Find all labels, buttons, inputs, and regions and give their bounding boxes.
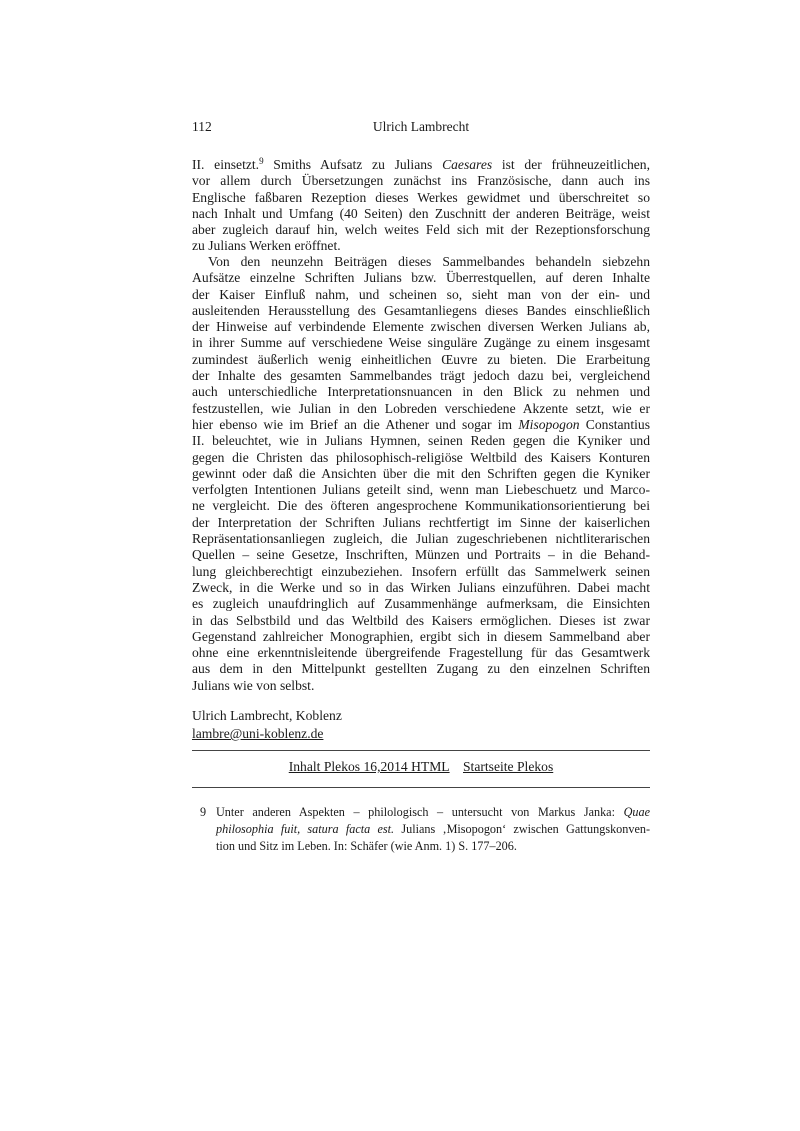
text-segment: zumindest äußerlich wenig einheitlichen Œuvre zu bieten. Die Erarbeitung (192, 351, 650, 367)
text-segment: ne vergleicht. Die des öfteren angesprochene Kommunikationsorientierung bei (192, 498, 650, 514)
text-line (192, 564, 650, 580)
text-line (192, 433, 650, 449)
text-line (216, 804, 650, 821)
text-segment: in das Selbstbild und das Weltbild des Kaisers ermöglichen. Dieses ist zwar (192, 612, 650, 628)
text-segment: der Interpretation der Schriften Julians rechtfertigt im Sinne der kaiserlichen (192, 514, 650, 530)
italic-title: Misopogon (518, 416, 580, 432)
text-segment: nach Inhalt und Umfang (40 Seiten) den Zuschnitt der anderen Beiträge, weist (192, 205, 650, 221)
text-line (192, 645, 650, 661)
text-segment: lung gleichberechtigt einzubeziehen. Insofern erfüllt das Sammelwerk seinen (192, 563, 650, 579)
text-segment: gewinnt oder daß die Ansichten über die mit den Schriften gegen die Kyniker (192, 465, 650, 481)
text-line (192, 613, 650, 629)
italic-title: Quae (623, 805, 650, 819)
text-segment: der Hinweise auf verbindende Elemente zwischen diversen Werken Julians ab, (192, 319, 650, 335)
text-segment: Zweck, in die Werke und so in das Wirken Julians einzuführen. Dabei macht (192, 579, 650, 595)
text-segment: Quellen – seine Gesetze, Inschriften, Münzen und Portraits – in die Behand- (192, 547, 650, 563)
text-line (192, 661, 650, 677)
text-line (192, 157, 650, 173)
text-line (192, 384, 650, 400)
home-link[interactable]: Startseite Plekos (463, 759, 554, 774)
page-number: 112 (192, 119, 212, 134)
text-segment: tion und Sitz im Leben. In: Schäfer (wie Anm. 1) S. 177–206. (216, 839, 517, 853)
text-line (192, 368, 650, 384)
text-segment: Repräsentationsanliegen zugleich, die Julian zugeschriebenen nichtliterarischen (192, 531, 650, 547)
text-segment: hier ebenso wie im Brief an die Athener und sogar im (192, 416, 519, 432)
text-segment: der Inhalte des gesamten Sammelbandes trägt jedoch dazu bei, vergleichend (192, 368, 650, 384)
navigation-links (192, 759, 650, 775)
text-segment: aus dem in den Mittelpunkt gestellten Zugang zu den einzelnen Schriften (192, 661, 650, 677)
text-segment: Constantius (579, 416, 650, 432)
text-line (192, 580, 650, 596)
text-line (192, 352, 650, 368)
text-line (192, 254, 650, 270)
text-line (192, 303, 650, 319)
footnote-reference[interactable]: 9 (259, 156, 264, 166)
text-segment: gegen die Christen das philosophisch-religiöse Weltbild des Kaisers Konturen (192, 449, 650, 465)
author-email-link[interactable]: lambre@uni-koblenz.de (192, 726, 324, 741)
paragraph-1 (192, 157, 650, 255)
author-signature (192, 707, 342, 743)
text-line (216, 838, 650, 855)
running-header-author: Ulrich Lambrecht (372, 119, 470, 134)
text-line (192, 515, 650, 531)
text-line (192, 190, 650, 206)
italic-title: philosophia fuit, satura facta est. (216, 822, 395, 836)
text-segment: Unter anderen Aspekten – philologisch – untersucht von Markus Janka: (216, 805, 624, 819)
text-line (192, 498, 650, 514)
text-segment: ohne eine erkenntnisleitende übergreifende Fragestellung für das Gesamtwerk (192, 645, 650, 661)
text-line (192, 547, 650, 563)
text-segment: II. einsetzt. (192, 157, 260, 172)
text-segment: festzustellen, wie Julian in den Lobreden verschiedene Akzente setzt, wie er (192, 400, 650, 416)
text-line (192, 335, 650, 351)
text-line (192, 450, 650, 466)
text-line (192, 173, 650, 189)
text-line (192, 482, 650, 498)
text-segment: aber zugleich darauf hin, welch weites Feld sich mit der Rezeptionsforschung (192, 222, 650, 238)
text-line (192, 466, 650, 482)
text-line (192, 287, 650, 303)
text-segment: Aufsätze einzelne Schriften Julians bzw. Überrestquellen, auf deren Inhalte (192, 270, 650, 286)
italic-title: Caesares (442, 157, 493, 172)
text-segment: Julians wie von selbst. (192, 677, 315, 693)
text-line (192, 206, 650, 222)
text-segment: Julians ‚Misopogon‘ zwischen Gattungskonven- (394, 822, 651, 836)
text-segment: II. beleuchtet, wie in Julians Hymnen, seinen Reden gegen die Kyniker und (192, 433, 650, 449)
text-segment: der Kaiser Einfluß nahm, und scheinen so, sieht man von der ein- und (192, 286, 650, 302)
running-header (192, 119, 650, 137)
text-segment: vor allem durch Übersetzungen zunächst ins Französische, dann auch ins (192, 173, 650, 189)
text-line (192, 319, 650, 335)
text-segment: zu Julians Werken eröffnet. (192, 238, 341, 254)
text-line (192, 596, 650, 612)
text-segment: auch unterschiedliche Interpretationsnuancen in den Blick zu nehmen und (192, 384, 650, 400)
text-line (192, 417, 650, 433)
text-segment: ist der frühneuzeitlichen, (492, 157, 651, 172)
text-segment: Smiths Aufsatz zu Julians (263, 157, 443, 172)
text-segment: ausleitenden Herausstellung des Gesamtanliegens dieses Bandes einschließlich (192, 302, 650, 318)
text-line (216, 821, 650, 838)
text-line (192, 222, 650, 238)
text-line (192, 531, 650, 547)
divider (192, 750, 650, 751)
text-line (192, 629, 650, 645)
footnote-text (216, 804, 650, 855)
paragraph-2 (192, 254, 650, 694)
divider (192, 787, 650, 788)
text-segment: in ihrer Summe auf verschiedene Weise singuläre Zugänge zu einem insgesamt (192, 335, 650, 351)
text-line (192, 270, 650, 286)
text-segment: Gegenstand zahlreicher Monographien, ergibt sich in diesem Sammelband aber (192, 628, 650, 644)
footnote-number: 9 (200, 805, 207, 819)
author-name: Ulrich Lambrecht, Koblenz (192, 708, 342, 723)
text-segment: verfolgten Intentionen Julians geteilt sind, wenn man Liebeschuetz und Marco- (192, 482, 650, 498)
contents-link[interactable]: Inhalt Plekos 16,2014 HTML (288, 759, 450, 774)
footnote (192, 804, 650, 855)
text-line (192, 238, 650, 254)
text-line (192, 678, 650, 694)
text-segment: es zugleich unaufdringlich auf Zusammenhänge aufmerksam, die Einsichten (192, 596, 650, 612)
text-segment: Englische faßbaren Rezeption dieses Werkes gewidmet und überschreitet so (192, 189, 650, 205)
text-segment: Von den neunzehn Beiträgen dieses Sammelbandes behandeln siebzehn (208, 254, 650, 269)
text-line (192, 401, 650, 417)
